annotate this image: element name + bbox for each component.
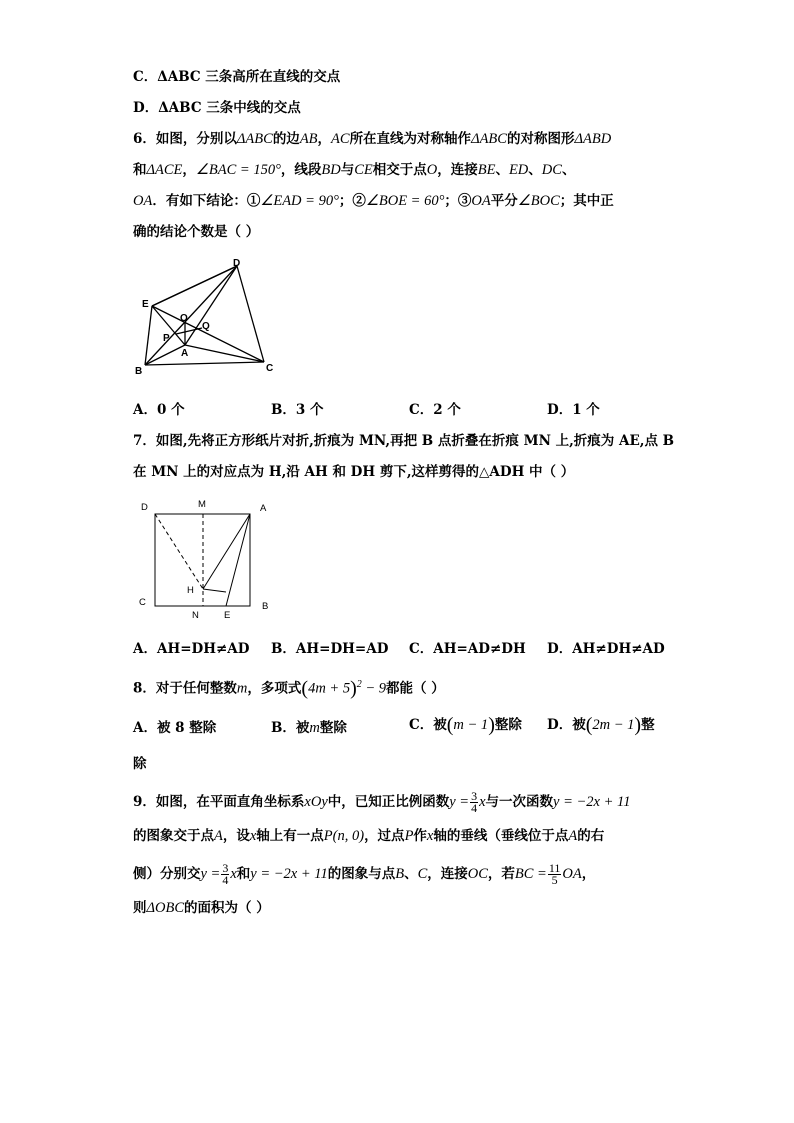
label-b: B (262, 601, 269, 612)
segment-bd (145, 266, 237, 365)
label-a: A (181, 348, 189, 359)
segment-eb (145, 306, 152, 365)
label-c: C (139, 597, 146, 608)
q6-geometry-figure (130, 252, 280, 377)
q6-option-b: B．3 个 (271, 402, 324, 418)
q7-option-c: C．AH=AD≠DH (409, 641, 526, 657)
q8-option-a: A．被 8 整除 (133, 720, 217, 736)
q6-line-3: OA．有如下结论：①∠EAD = 90°；②∠BOE = 60°；③OA平分∠BOC；其中正 (133, 193, 614, 209)
label-d: D (233, 258, 241, 269)
segment-dh (155, 514, 203, 589)
segment-ae (226, 514, 250, 606)
label-d: D (141, 502, 148, 513)
label-c: C (266, 363, 274, 374)
q8-option-d-wrap: 除 (133, 756, 147, 772)
q6-option-d: D．1 个 (547, 402, 600, 418)
label-n: N (192, 610, 199, 621)
label-p: P (163, 333, 170, 344)
label-a: A (260, 503, 267, 514)
label-m: M (198, 499, 206, 510)
q7-option-a: A．AH=DH≠AD (133, 641, 250, 657)
q7-line-2: 在 MN 上的对应点为 H,沿 AH 和 DH 剪下,这样剪得的△ADH 中（ ） (133, 464, 575, 480)
q7-square-figure (135, 497, 275, 622)
label-q: Q (202, 321, 210, 332)
segment-ac (185, 345, 264, 362)
label-b: B (135, 366, 143, 377)
q5-option-c: C．ΔABC 三条高所在直线的交点 (133, 69, 341, 85)
label-e: E (142, 299, 149, 310)
q9-line-3: 侧）分别交y = $\frac{3}{4}$ x和y = −2x + 11的图象与点B、C，连接OC，若BC = $\frac{11}{5}$ OA， (133, 861, 596, 887)
q7-option-b: B．AH=DH=AD (271, 641, 389, 657)
label-o: O (180, 313, 188, 324)
q6-option-a: A．0 个 (133, 402, 185, 418)
fraction-3-4-b: $\frac{3}{4}$ (222, 861, 229, 887)
segment-ab (145, 345, 185, 365)
q7-line-1: 7．如图,先将正方形纸片对折,折痕为 MN,再把 B 点折叠在折痕 MN 上,折痕为 AE,点 B (133, 433, 675, 449)
q8-stem: 8．对于任何整数m，多项式$(4m + 5)^2 - 9$都能（ ） (133, 677, 445, 700)
segment-pq (176, 328, 202, 334)
segment-ah (203, 514, 250, 589)
q6-line-4: 确的结论个数是（ ） (133, 224, 260, 240)
label-h: H (187, 585, 194, 596)
segment-bc (145, 362, 264, 365)
fraction-3-4: $\frac{3}{4}$ (471, 789, 478, 815)
q8-option-d: D．被(2m − 1)整 (547, 714, 655, 736)
label-e: E (224, 610, 231, 621)
q8-option-b: B．被m整除 (271, 720, 347, 736)
q6-line-1: 6．如图，分别以ΔABC的边AB，AC所在直线为对称轴作ΔABC的对称图形ΔABD (133, 131, 612, 147)
segment-he (203, 589, 226, 592)
segment-cd (237, 266, 264, 362)
q6-line-2: 和ΔACE，∠BAC = 150°，线段BD与CE相交于点O，连接BE、ED、DC、 (133, 162, 576, 178)
q6-option-c: C．2 个 (409, 402, 461, 418)
q9-line-4: 则ΔOBC的面积为（ ） (133, 900, 270, 916)
q7-option-d: D．AH≠DH≠AD (547, 641, 665, 657)
q9-line-1: 9．如图，在平面直角坐标系xOy中，已知正比例函数y = $\frac{3}{4}$ x与一次函数y = −2x + 11 (133, 789, 631, 815)
fraction-11-5: $\frac{11}{5}$ (548, 861, 561, 887)
q8-option-c: C．被(m − 1)整除 (409, 714, 522, 736)
q5-option-d: D．ΔABC 三条中线的交点 (133, 100, 301, 116)
q9-line-2: 的图象交于点A，设x轴上有一点P(n, 0)，过点P作x轴的垂线（垂线位于点A的右 (133, 828, 605, 844)
